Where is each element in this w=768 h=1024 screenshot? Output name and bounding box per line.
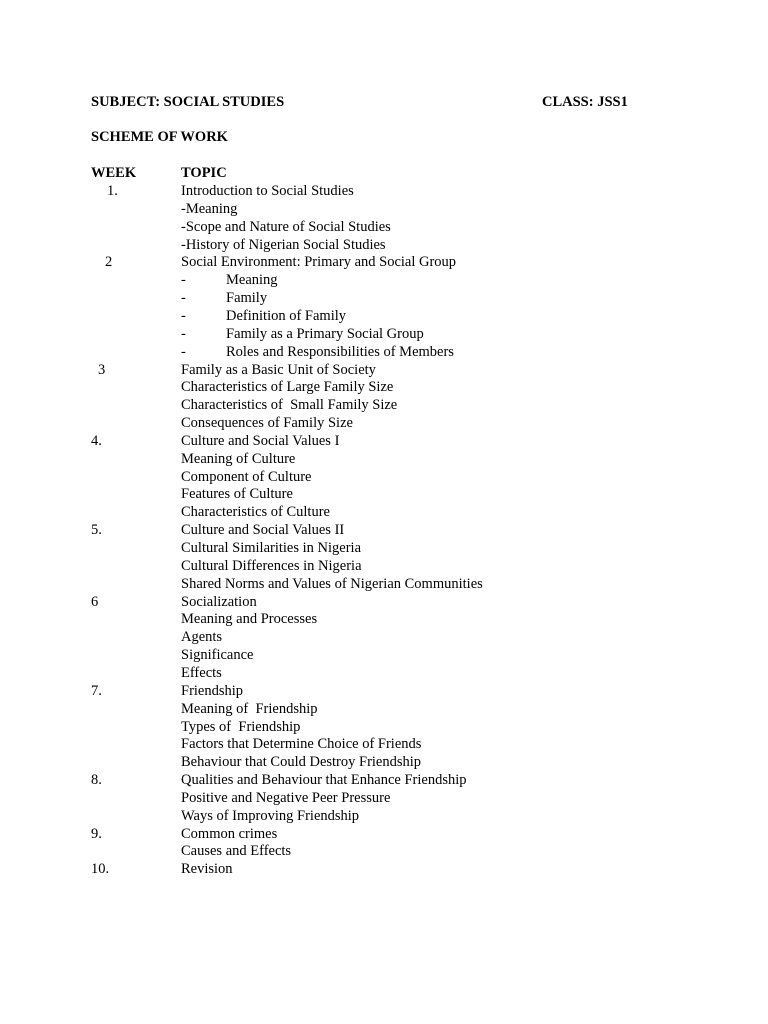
topic-text: Social Environment: Primary and Social Group bbox=[181, 254, 457, 271]
topic-text: Features of Culture bbox=[181, 486, 293, 503]
topic-text: -Meaning bbox=[181, 200, 238, 217]
week-number: 4. bbox=[91, 432, 102, 449]
topic-column-header: TOPIC bbox=[181, 165, 227, 181]
bullet-dash: - bbox=[181, 325, 186, 342]
table-row bbox=[0, 842, 768, 860]
table-row bbox=[0, 253, 768, 271]
topic-text: Characteristics of Small Family Size bbox=[181, 397, 398, 414]
topic-text: Positive and Negative Peer Pressure bbox=[181, 789, 391, 806]
table-row bbox=[0, 468, 768, 486]
table-row bbox=[0, 271, 768, 289]
table-row bbox=[0, 539, 768, 557]
table-row bbox=[0, 718, 768, 736]
table-row bbox=[0, 860, 768, 878]
bullet-dash: - bbox=[181, 307, 186, 324]
table-row bbox=[0, 432, 768, 450]
topic-text: Family bbox=[226, 290, 268, 307]
table-row bbox=[0, 236, 768, 254]
week-number: 8. bbox=[91, 772, 102, 789]
topic-text: -Scope and Nature of Social Studies bbox=[181, 218, 391, 235]
table-row bbox=[0, 610, 768, 628]
topic-text: Factors that Determine Choice of Friends bbox=[181, 736, 422, 753]
table-row bbox=[0, 307, 768, 325]
topic-text: Significance bbox=[181, 647, 254, 664]
table-row bbox=[0, 557, 768, 575]
topic-text: Characteristics of Culture bbox=[181, 504, 330, 521]
topic-text: Consequences of Family Size bbox=[181, 415, 353, 432]
topic-text: Roles and Responsibilities of Members bbox=[226, 343, 454, 360]
topic-text: Meaning bbox=[226, 272, 278, 289]
topic-text: Cultural Similarities in Nigeria bbox=[181, 540, 362, 556]
week-number: 1. bbox=[107, 183, 118, 199]
topic-text: Meaning and Processes bbox=[181, 611, 318, 628]
table-row bbox=[0, 361, 768, 379]
week-number: 7. bbox=[91, 682, 102, 699]
week-number: 3 bbox=[98, 361, 106, 378]
table-row bbox=[0, 753, 768, 771]
table-row bbox=[0, 200, 768, 218]
topic-text: Component of Culture bbox=[181, 468, 312, 485]
table-row bbox=[0, 414, 768, 432]
topic-text: Types of Friendship bbox=[181, 718, 301, 735]
table-row bbox=[0, 735, 768, 753]
topic-text: Meaning of Friendship bbox=[181, 700, 318, 717]
table-row bbox=[0, 664, 768, 682]
topic-text: Characteristics of Large Family Size bbox=[181, 379, 394, 396]
table-row bbox=[0, 485, 768, 503]
topic-text: Friendship bbox=[181, 682, 244, 699]
week-number: 9. bbox=[91, 825, 102, 842]
topic-text: Causes and Effects bbox=[181, 843, 292, 860]
topic-text: Meaning of Culture bbox=[181, 450, 296, 467]
topic-text: Common crimes bbox=[181, 825, 278, 842]
class-heading: CLASS: JSS1 bbox=[542, 94, 628, 110]
topic-text: Definition of Family bbox=[226, 307, 347, 324]
topic-text: Qualities and Behaviour that Enhance Friendship bbox=[181, 772, 467, 789]
table-row bbox=[0, 289, 768, 307]
table-row bbox=[0, 218, 768, 236]
bullet-dash: - bbox=[181, 272, 186, 289]
topic-text: Effects bbox=[181, 664, 222, 681]
table-row bbox=[0, 646, 768, 664]
week-number: 10. bbox=[91, 861, 110, 878]
topic-text: Behaviour that Could Destroy Friendship bbox=[181, 754, 422, 771]
bullet-dash: - bbox=[181, 290, 186, 307]
week-column-header: WEEK bbox=[91, 165, 137, 181]
topic-text: Culture and Social Values I bbox=[181, 432, 340, 449]
table-row bbox=[0, 503, 768, 521]
week-number: 2 bbox=[105, 254, 113, 271]
table-row bbox=[0, 521, 768, 539]
table-row bbox=[0, 700, 768, 718]
topic-text: Cultural Differences in Nigeria bbox=[181, 557, 362, 574]
table-row bbox=[0, 325, 768, 343]
table-row bbox=[0, 593, 768, 611]
topic-text: Socialization bbox=[181, 593, 257, 610]
week-number: 5. bbox=[91, 522, 102, 539]
table-row bbox=[0, 789, 768, 807]
topic-text: Shared Norms and Values of Nigerian Communities bbox=[181, 575, 483, 592]
table-row bbox=[0, 575, 768, 593]
topic-text: -History of Nigerian Social Studies bbox=[181, 236, 386, 253]
subject-heading: SUBJECT: SOCIAL STUDIES bbox=[91, 94, 285, 110]
bullet-dash: - bbox=[181, 343, 186, 360]
table-row bbox=[0, 182, 768, 200]
table-row bbox=[0, 628, 768, 646]
table-row bbox=[0, 378, 768, 396]
table-row bbox=[0, 771, 768, 789]
topic-text: Revision bbox=[181, 861, 233, 878]
topic-text: Family as a Basic Unit of Society bbox=[181, 361, 376, 378]
topic-text: Ways of Improving Friendship bbox=[181, 807, 360, 824]
table-row bbox=[0, 450, 768, 468]
document-title: SCHEME OF WORK bbox=[91, 129, 228, 145]
topic-text: Family as a Primary Social Group bbox=[226, 325, 424, 342]
table-row bbox=[0, 396, 768, 414]
table-row bbox=[0, 825, 768, 843]
week-number: 6 bbox=[91, 593, 99, 610]
topic-text: Introduction to Social Studies bbox=[181, 183, 354, 199]
table-row bbox=[0, 807, 768, 825]
table-row bbox=[0, 343, 768, 361]
topic-text: Culture and Social Values II bbox=[181, 522, 345, 539]
topic-text: Agents bbox=[181, 629, 223, 646]
table-row bbox=[0, 682, 768, 700]
